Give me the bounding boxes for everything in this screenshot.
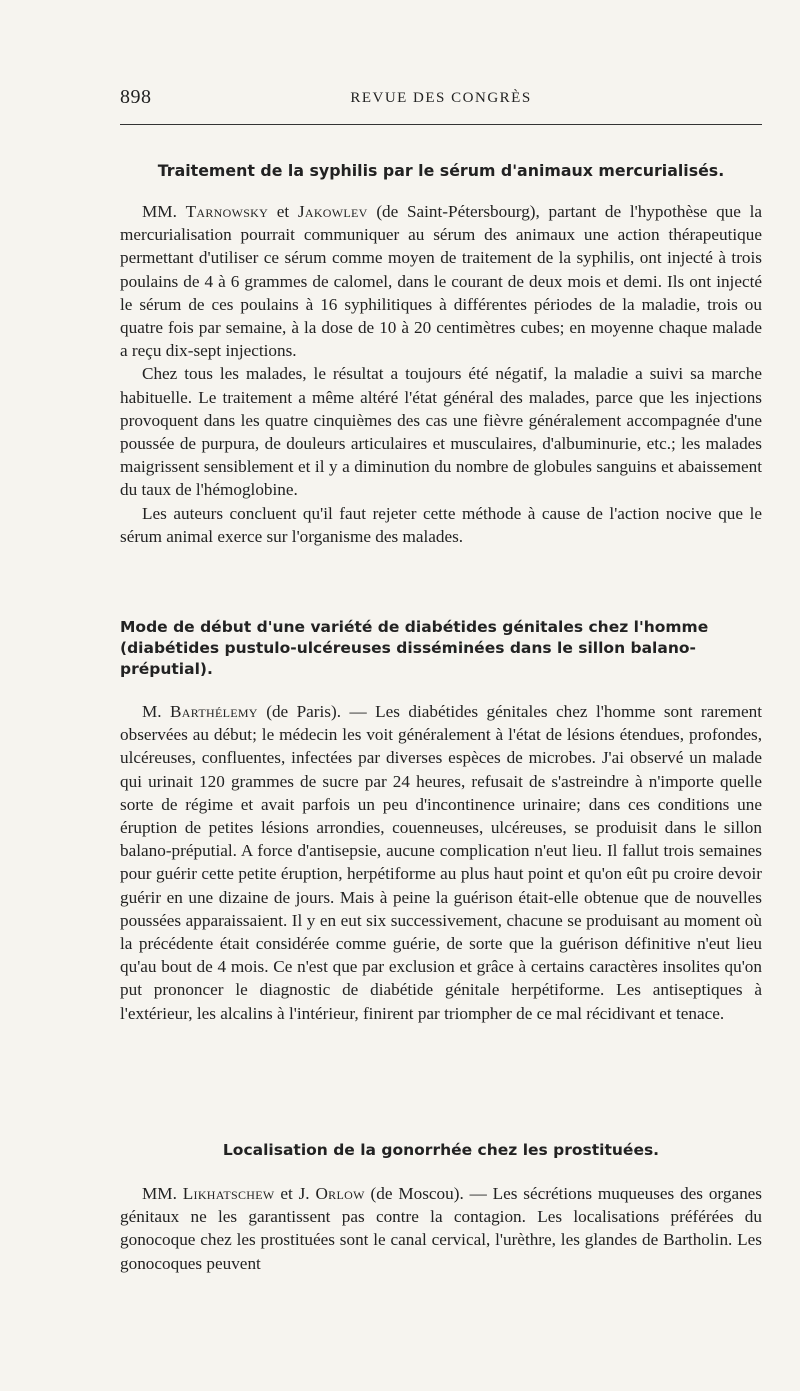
paragraph: Les auteurs concluent qu'il faut rejeter cette méthode à cause de l'action nocive que le sérum animal exerce sur l'organisme des malades. bbox=[120, 503, 762, 546]
author-name: Tarnowsky bbox=[185, 202, 269, 221]
paragraph bbox=[120, 200, 762, 362]
section-title: Localisation de la gonorrhée chez les prostituées. bbox=[222, 1141, 660, 1159]
authors-affiliation: (de Moscou). — bbox=[364, 1184, 493, 1203]
paragraph bbox=[120, 700, 762, 1025]
section-syphilis-serum bbox=[120, 160, 762, 548]
section-body bbox=[120, 1182, 762, 1275]
section-title: Mode de début d'une variété de diabétides génitales chez l'homme (diabétides pustulo-ulcéreuses disséminées dans le sillon balano-préputial). bbox=[120, 618, 709, 678]
section-title: Traitement de la syphilis par le sérum d'animaux mercurialisés. bbox=[157, 161, 725, 180]
author-name: Barthélemy bbox=[170, 702, 258, 721]
author-name: Jakowlev bbox=[297, 202, 368, 221]
authors-connector: et bbox=[268, 202, 298, 221]
author-name: Likhatschew bbox=[182, 1184, 275, 1203]
paragraph-text: Les sécrétions muqueuses des organes génitaux ne les garantissent pas contre la contagion. Les localisations préférées du gonocoque chez les prostituées sont le canal cervical, l'urèthre, les glandes de Bartholin. Les gonocoques peuvent bbox=[120, 1184, 762, 1273]
running-head: REVUE DES CONGRÈS bbox=[350, 90, 532, 106]
paragraph: Chez tous les malades, le résultat a toujours été négatif, la maladie a suivi sa marche habituelle. Le traitement a même altéré l'état général des malades, parce que les injections provoquent dans les quatre cinquièmes des cas une fièvre généralement accompagnée d'une poussée de purpura, de douleurs articulaires et musculaires, d'albuminurie, etc.; les malades maigrissent sensiblement et il y a diminution du nombre de globules sanguins et abaissement du taux de l'hémoglobine. bbox=[120, 364, 762, 500]
paragraph bbox=[120, 1182, 762, 1275]
authors-prefix: MM. bbox=[142, 202, 186, 221]
authors-affiliation: (de Paris). — bbox=[257, 702, 376, 721]
page-header bbox=[120, 86, 762, 114]
authors-affiliation: (de Saint-Pétersbourg), bbox=[367, 202, 549, 221]
authors-prefix: M. bbox=[142, 702, 171, 721]
authors-prefix: MM. bbox=[142, 1184, 183, 1203]
section-gonorrhee bbox=[120, 1140, 762, 1275]
paragraph-text: Les diabétides génitales chez l'homme sont rarement observées au début; le médecin les voit généralement à l'état de lésions étendues, profondes, ulcéreuses, confluentes, infectées par diverses espèces de microbes. J'ai observé un malade qui urinait 120 grammes de sucre par 24 heures, refusait de s'astreindre à n'importe quelle sorte de régime et avait parfois un peu d'incontinence urinaire; dans ces conditions une éruption de petites lésions arrondies, couenneuses, ulcéreuses, se produisit dans le sillon balano-préputial. A force d'antisepsie, aucune complication n'eut lieu. Il fallut trois semaines pour guérir cette petite éruption, herpétiforme au plus haut point et qu'on eût pu croire devoir guérir en une dizaine de jours. Mais à peine la guérison était-elle obtenue que de nouvelles poussées apparaissaient. Il y en eut six successivement, chacune se produisant au moment où la précédente était considérée comme guérie, de sorte que la guérison définitive n'eut lieu qu'au bout de 4 mois. Ce n'est que par exclusion et grâce à certains caractères insolites qu'on put prononcer le diagnostic de diabétide génitale herpétiforme. Les antiseptiques à l'extérieur, les alcalins à l'intérieur, finirent par triompher de ce mal récidivant et tenace. bbox=[120, 702, 762, 1023]
header-rule bbox=[120, 124, 762, 125]
authors-connector: et J. bbox=[274, 1184, 316, 1203]
paragraph-text: partant de l'hypothèse que la mercurialisation pourrait communiquer au sérum des animaux une action thérapeutique permettant d'utiliser ce sérum comme moyen de traitement de la syphilis, ont injecté à trois poulains de 4 à 6 grammes de calomel, dans le courant de deux mois et demi. Ils ont injecté le sérum de ces poulains à 16 syphilitiques à différentes périodes de la maladie, trois ou quatre fois par semaine, à la dose de 10 à 20 centimètres cubes; en moyenne chaque malade a reçu dix-sept injections. bbox=[120, 202, 762, 361]
section-body bbox=[120, 200, 762, 548]
author-name: Orlow bbox=[315, 1184, 365, 1203]
section-diabetides bbox=[120, 617, 762, 1025]
page-number: 898 bbox=[120, 86, 152, 108]
section-body bbox=[120, 700, 762, 1025]
